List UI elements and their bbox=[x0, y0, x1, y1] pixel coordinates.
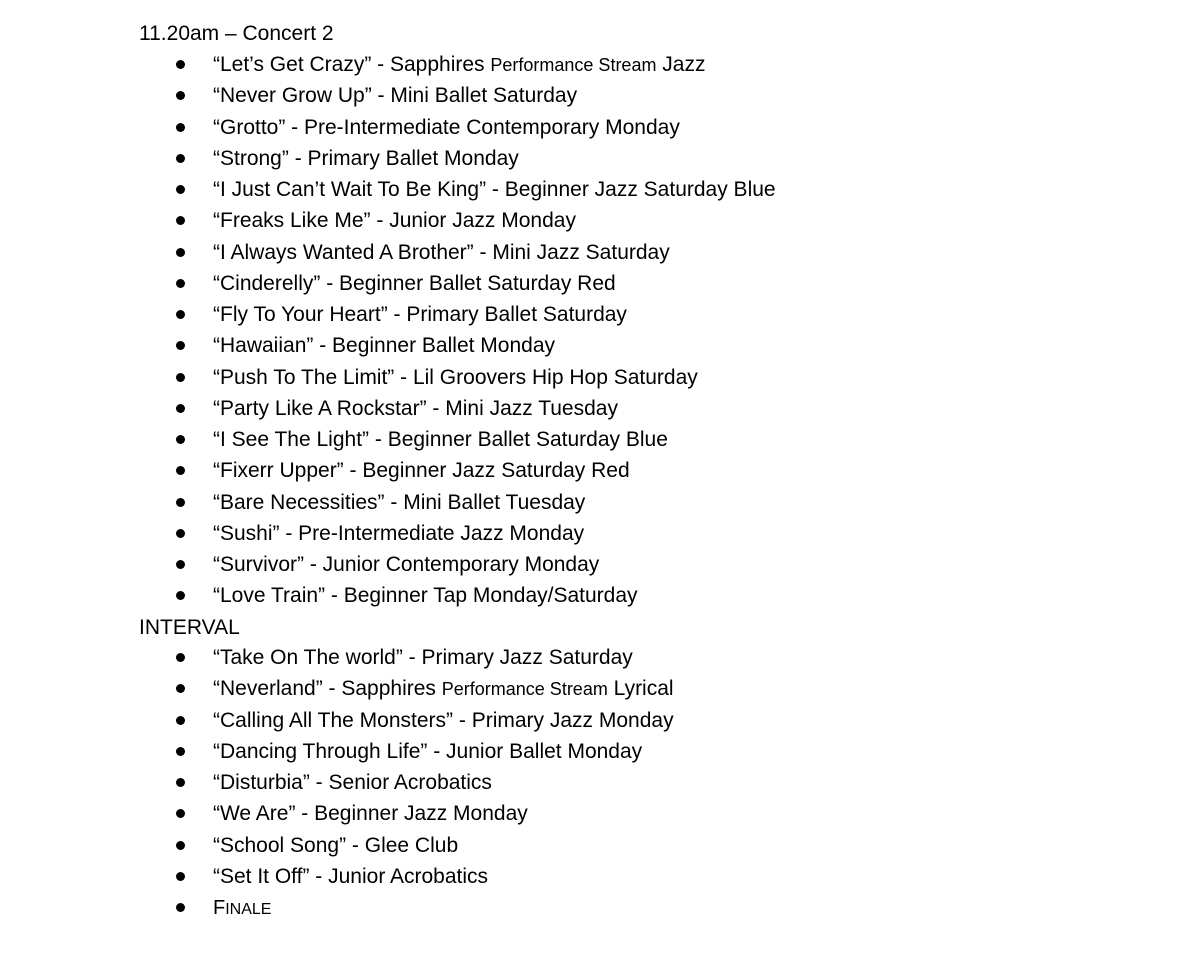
program-item-stream: Performance Stream bbox=[490, 55, 657, 75]
program-item-text bbox=[213, 645, 633, 671]
program-item-title: “School Song” - Glee Club bbox=[213, 833, 459, 857]
bullet-icon bbox=[176, 841, 185, 850]
program-item-text bbox=[213, 177, 776, 203]
bullet-icon bbox=[176, 903, 185, 912]
bullet-icon bbox=[176, 123, 185, 132]
bullet-icon bbox=[176, 373, 185, 382]
program-item-text bbox=[213, 739, 642, 765]
bullet-icon bbox=[176, 60, 185, 69]
program-item-text bbox=[213, 552, 599, 578]
program-item-title: “We Are” - Beginner Jazz Monday bbox=[213, 802, 528, 826]
program-item-text bbox=[213, 427, 668, 453]
program-item-text bbox=[213, 146, 519, 172]
program-item-title: “Hawaiian” - Beginner Ballet Monday bbox=[213, 334, 555, 358]
program-item-text bbox=[213, 208, 576, 234]
program-item-title: “Survivor” - Junior Contemporary Monday bbox=[213, 553, 600, 576]
bullet-icon bbox=[176, 341, 185, 350]
program-item-text bbox=[213, 83, 577, 109]
program-item-title: “Set It Off” - Junior Acrobatics bbox=[213, 864, 489, 888]
bullet-icon bbox=[176, 591, 185, 600]
program-item-text bbox=[213, 833, 458, 859]
program-item-text bbox=[213, 240, 670, 266]
program-item-text bbox=[213, 770, 492, 796]
bullet-icon bbox=[176, 684, 185, 693]
program-item-title: “Never Grow Up” - Mini Ballet Saturday bbox=[213, 84, 578, 108]
program-item-title: “Take On The world” - Primary Jazz Saturday bbox=[213, 646, 633, 669]
program-item-text bbox=[213, 52, 705, 78]
bullet-icon bbox=[176, 404, 185, 413]
program-item-text bbox=[213, 801, 528, 827]
bullet-icon bbox=[176, 279, 185, 288]
bullet-icon bbox=[176, 435, 185, 444]
bullet-icon bbox=[176, 498, 185, 507]
bullet-icon bbox=[176, 154, 185, 163]
program-item-text bbox=[213, 302, 627, 328]
bullet-icon bbox=[176, 466, 185, 475]
program-item-text bbox=[213, 490, 585, 516]
interval-heading: INTERVAL bbox=[139, 616, 240, 639]
program-item-text bbox=[213, 458, 630, 484]
program-item-text bbox=[213, 521, 584, 547]
bullet-icon bbox=[176, 529, 185, 538]
bullet-icon bbox=[176, 809, 185, 818]
bullet-icon bbox=[176, 716, 185, 725]
bullet-icon bbox=[176, 216, 185, 225]
finale-initial: F bbox=[213, 897, 226, 919]
program-item-title: “Dancing Through Life” - Junior Ballet Monday bbox=[213, 739, 643, 763]
program-item-title: “Cinderelly” - Beginner Ballet Saturday Red bbox=[213, 271, 616, 295]
program-item-text bbox=[213, 271, 616, 297]
program-item-title: “Strong” - Primary Ballet Monday bbox=[213, 146, 519, 170]
finale-rest: INALE bbox=[225, 901, 272, 918]
program-item-title: “Fixerr Upper” - Beginner Jazz Saturday Red bbox=[213, 459, 630, 483]
bullet-icon bbox=[176, 653, 185, 662]
bullet-icon bbox=[176, 310, 185, 319]
program-item-title: “I Just Can’t Wait To Be King” - Beginner Jazz Saturday Blue bbox=[213, 178, 776, 201]
program-item-title: “Disturbia” - Senior Acrobatics bbox=[213, 771, 492, 794]
program-item-title: “I See The Light” - Beginner Ballet Saturday Blue bbox=[213, 428, 668, 451]
program-item-text bbox=[213, 365, 698, 391]
concert-heading: 11.20am – Concert 2 bbox=[139, 22, 334, 45]
bullet-icon bbox=[176, 747, 185, 756]
bullet-icon bbox=[176, 560, 185, 569]
program-item-title: “Fly To Your Heart” - Primary Ballet Saturday bbox=[213, 303, 627, 326]
program-item-text bbox=[213, 583, 638, 609]
bullet-icon bbox=[176, 778, 185, 787]
bullet-icon bbox=[176, 185, 185, 194]
finale-text bbox=[213, 895, 271, 923]
program-item-style: Lyrical bbox=[607, 677, 674, 701]
program-item-title: “Push To The Limit” - Lil Groovers Hip Hop Saturday bbox=[213, 365, 698, 389]
program-item-text bbox=[213, 115, 680, 141]
bullet-icon bbox=[176, 872, 185, 881]
program-item-title: “Neverland” - Sapphires bbox=[213, 677, 442, 701]
program-item-title: “Freaks Like Me” - Junior Jazz Monday bbox=[213, 209, 576, 233]
bullet-icon bbox=[176, 248, 185, 257]
program-item-text bbox=[213, 333, 555, 359]
program-item-title: “Love Train” - Beginner Tap Monday/Saturday bbox=[213, 584, 638, 608]
program-item-title: “Let’s Get Crazy” - Sapphires bbox=[213, 53, 491, 76]
program-item-title: “Party Like A Rockstar” - Mini Jazz Tuesday bbox=[213, 396, 618, 420]
program-item-text bbox=[213, 864, 488, 890]
program-item-style: Jazz bbox=[656, 53, 706, 76]
program-item-text bbox=[213, 396, 618, 422]
program-item-text bbox=[213, 708, 674, 734]
program-item-title: “Sushi” - Pre-Intermediate Jazz Monday bbox=[213, 521, 585, 545]
program-item-stream: Performance Stream bbox=[441, 679, 608, 700]
bullet-icon bbox=[176, 91, 185, 100]
program-item-title: “Calling All The Monsters” - Primary Jazz Monday bbox=[213, 708, 674, 732]
program-item-title: “Grotto” - Pre-Intermediate Contemporary Monday bbox=[213, 115, 680, 139]
program-item-title: “I Always Wanted A Brother” - Mini Jazz Saturday bbox=[213, 240, 670, 264]
program-item-title: “Bare Necessities” - Mini Ballet Tuesday bbox=[213, 490, 586, 514]
program-item-text bbox=[213, 676, 674, 702]
